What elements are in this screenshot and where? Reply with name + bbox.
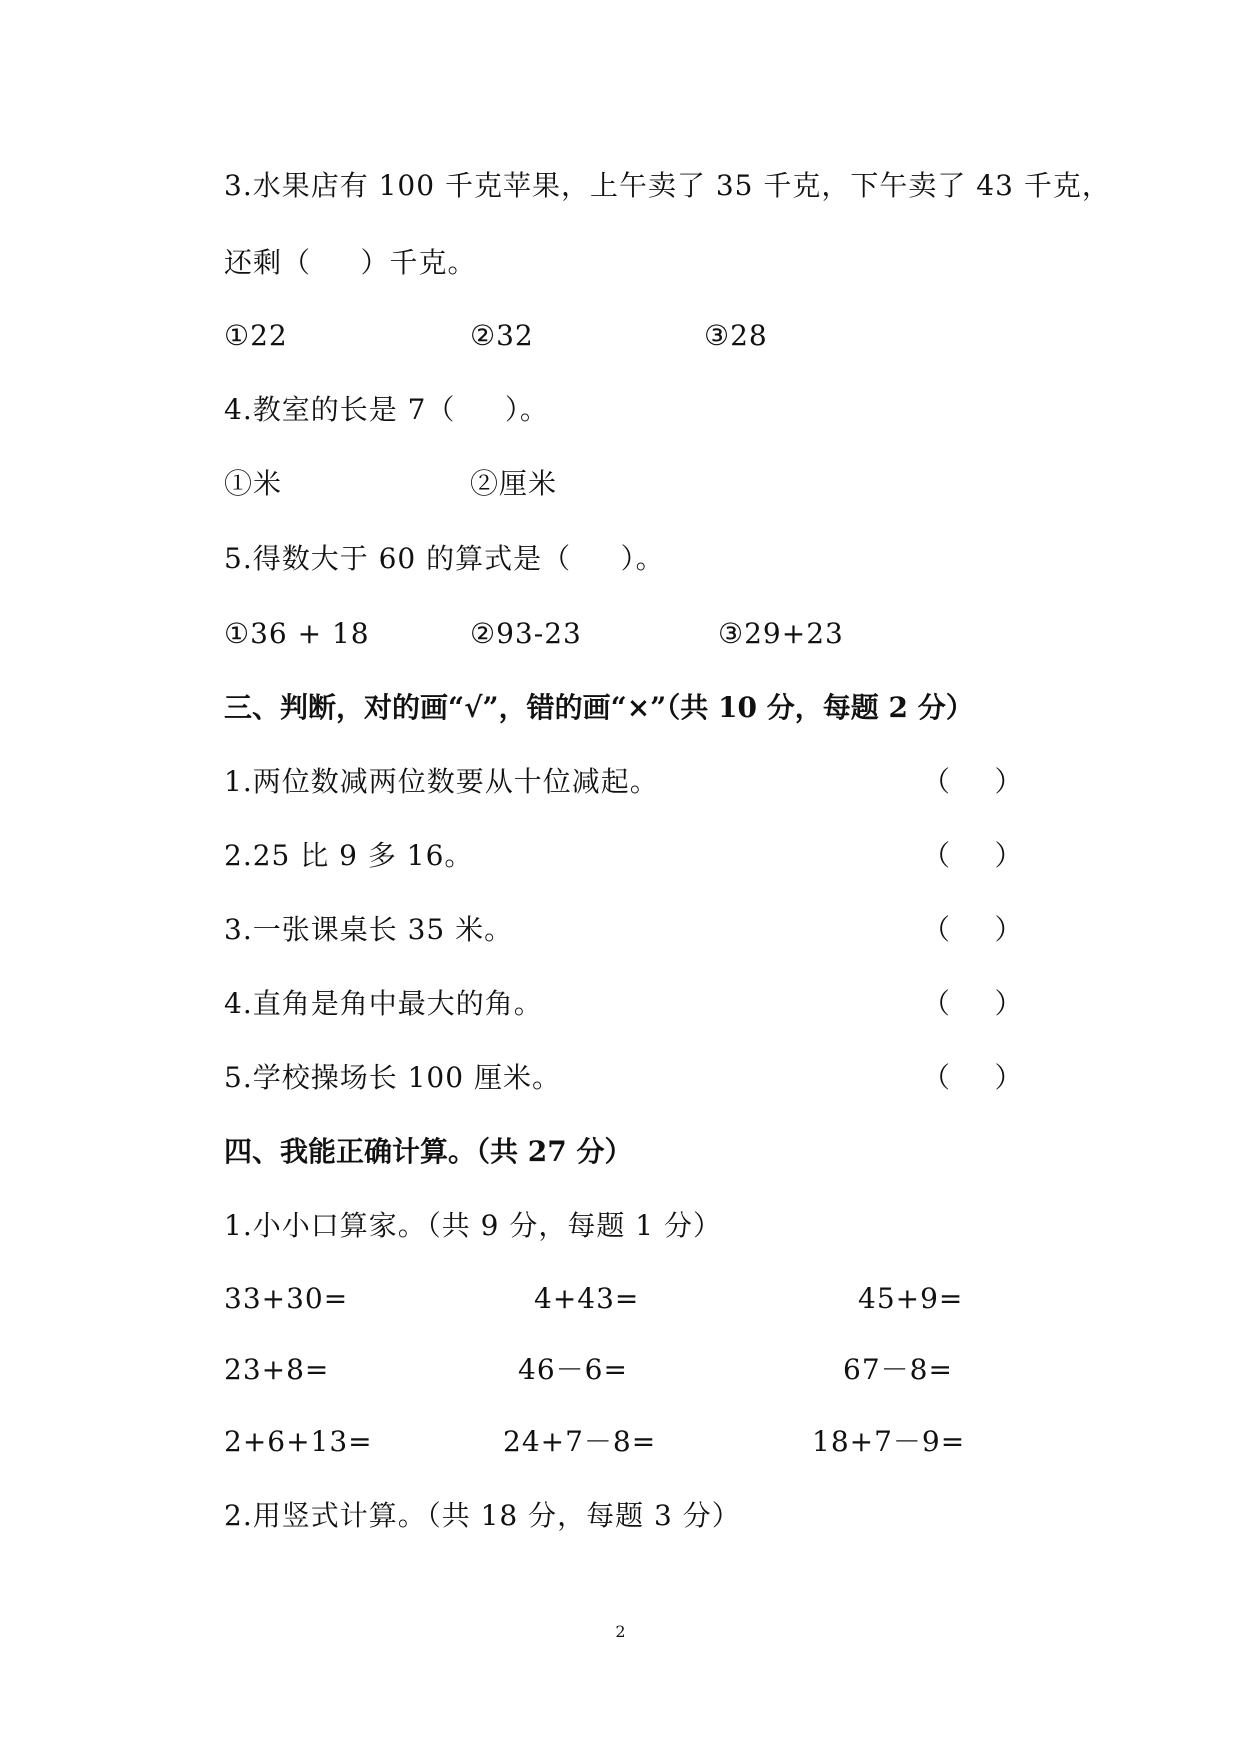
question-5-text: 5.得数大于 60 的算式是（ ）。 (224, 542, 665, 575)
judge-item-1-answer-blank[interactable]: （ ） (922, 765, 1023, 798)
judge-item-3-text: 3.一张课桌长 35 米。 (224, 913, 514, 946)
question-5-option-3: ③29+23 (718, 617, 844, 650)
judge-item-4-answer-blank[interactable]: （ ） (922, 987, 1023, 1020)
mental-math-item: 18+7－9= (812, 1425, 966, 1458)
mental-math-item: 2+6+13= (224, 1425, 373, 1458)
question-3-line-1: 3.水果店有 100 千克苹果，上午卖了 35 千克，下午卖了 43 千克， (224, 169, 1111, 202)
page-number: 2 (615, 1622, 626, 1641)
mental-math-item: 45+9= (858, 1282, 964, 1315)
question-4-option-2: ②厘米 (470, 467, 558, 500)
judge-item-2-text: 2.25 比 9 多 16。 (224, 839, 474, 872)
judge-item-2-answer-blank[interactable]: （ ） (922, 839, 1023, 872)
mental-math-item: 4+43= (534, 1282, 640, 1315)
section-4-part-2-title: 2.用竖式计算。（共 18 分，每题 3 分） (224, 1499, 741, 1532)
question-4-text: 4.教室的长是 7（ ）。 (224, 393, 549, 426)
judge-item-4-text: 4.直角是角中最大的角。 (224, 987, 543, 1020)
mental-math-item: 23+8= (224, 1353, 330, 1386)
judge-item-3-answer-blank[interactable]: （ ） (922, 913, 1023, 946)
question-5-option-1: ①36 + 18 (224, 617, 370, 650)
question-3-line-2: 还剩（ ）千克。 (224, 246, 477, 279)
judge-item-1-text: 1.两位数减两位数要从十位减起。 (224, 765, 659, 798)
judge-item-5-text: 5.学校操场长 100 厘米。 (224, 1061, 561, 1094)
question-3-option-1: ①22 (224, 319, 288, 352)
question-5-option-2: ②93-23 (470, 617, 582, 650)
mental-math-item: 24+7－8= (503, 1425, 657, 1458)
question-3-option-2: ②32 (470, 319, 534, 352)
mental-math-item: 33+30= (224, 1282, 349, 1315)
question-4-option-1: ①米 (224, 467, 283, 500)
judge-item-5-answer-blank[interactable]: （ ） (922, 1061, 1023, 1094)
mental-math-item: 46－6= (518, 1353, 628, 1386)
question-3-option-3: ③28 (704, 319, 768, 352)
section-4-part-1-title: 1.小小口算家。（共 9 分，每题 1 分） (224, 1209, 722, 1242)
mental-math-item: 67－8= (843, 1353, 953, 1386)
section-3-heading: 三、判断，对的画“√”，错的画“×”（共 10 分，每题 2 分） (224, 691, 974, 724)
section-4-heading: 四、我能正确计算。（共 27 分） (224, 1135, 633, 1168)
